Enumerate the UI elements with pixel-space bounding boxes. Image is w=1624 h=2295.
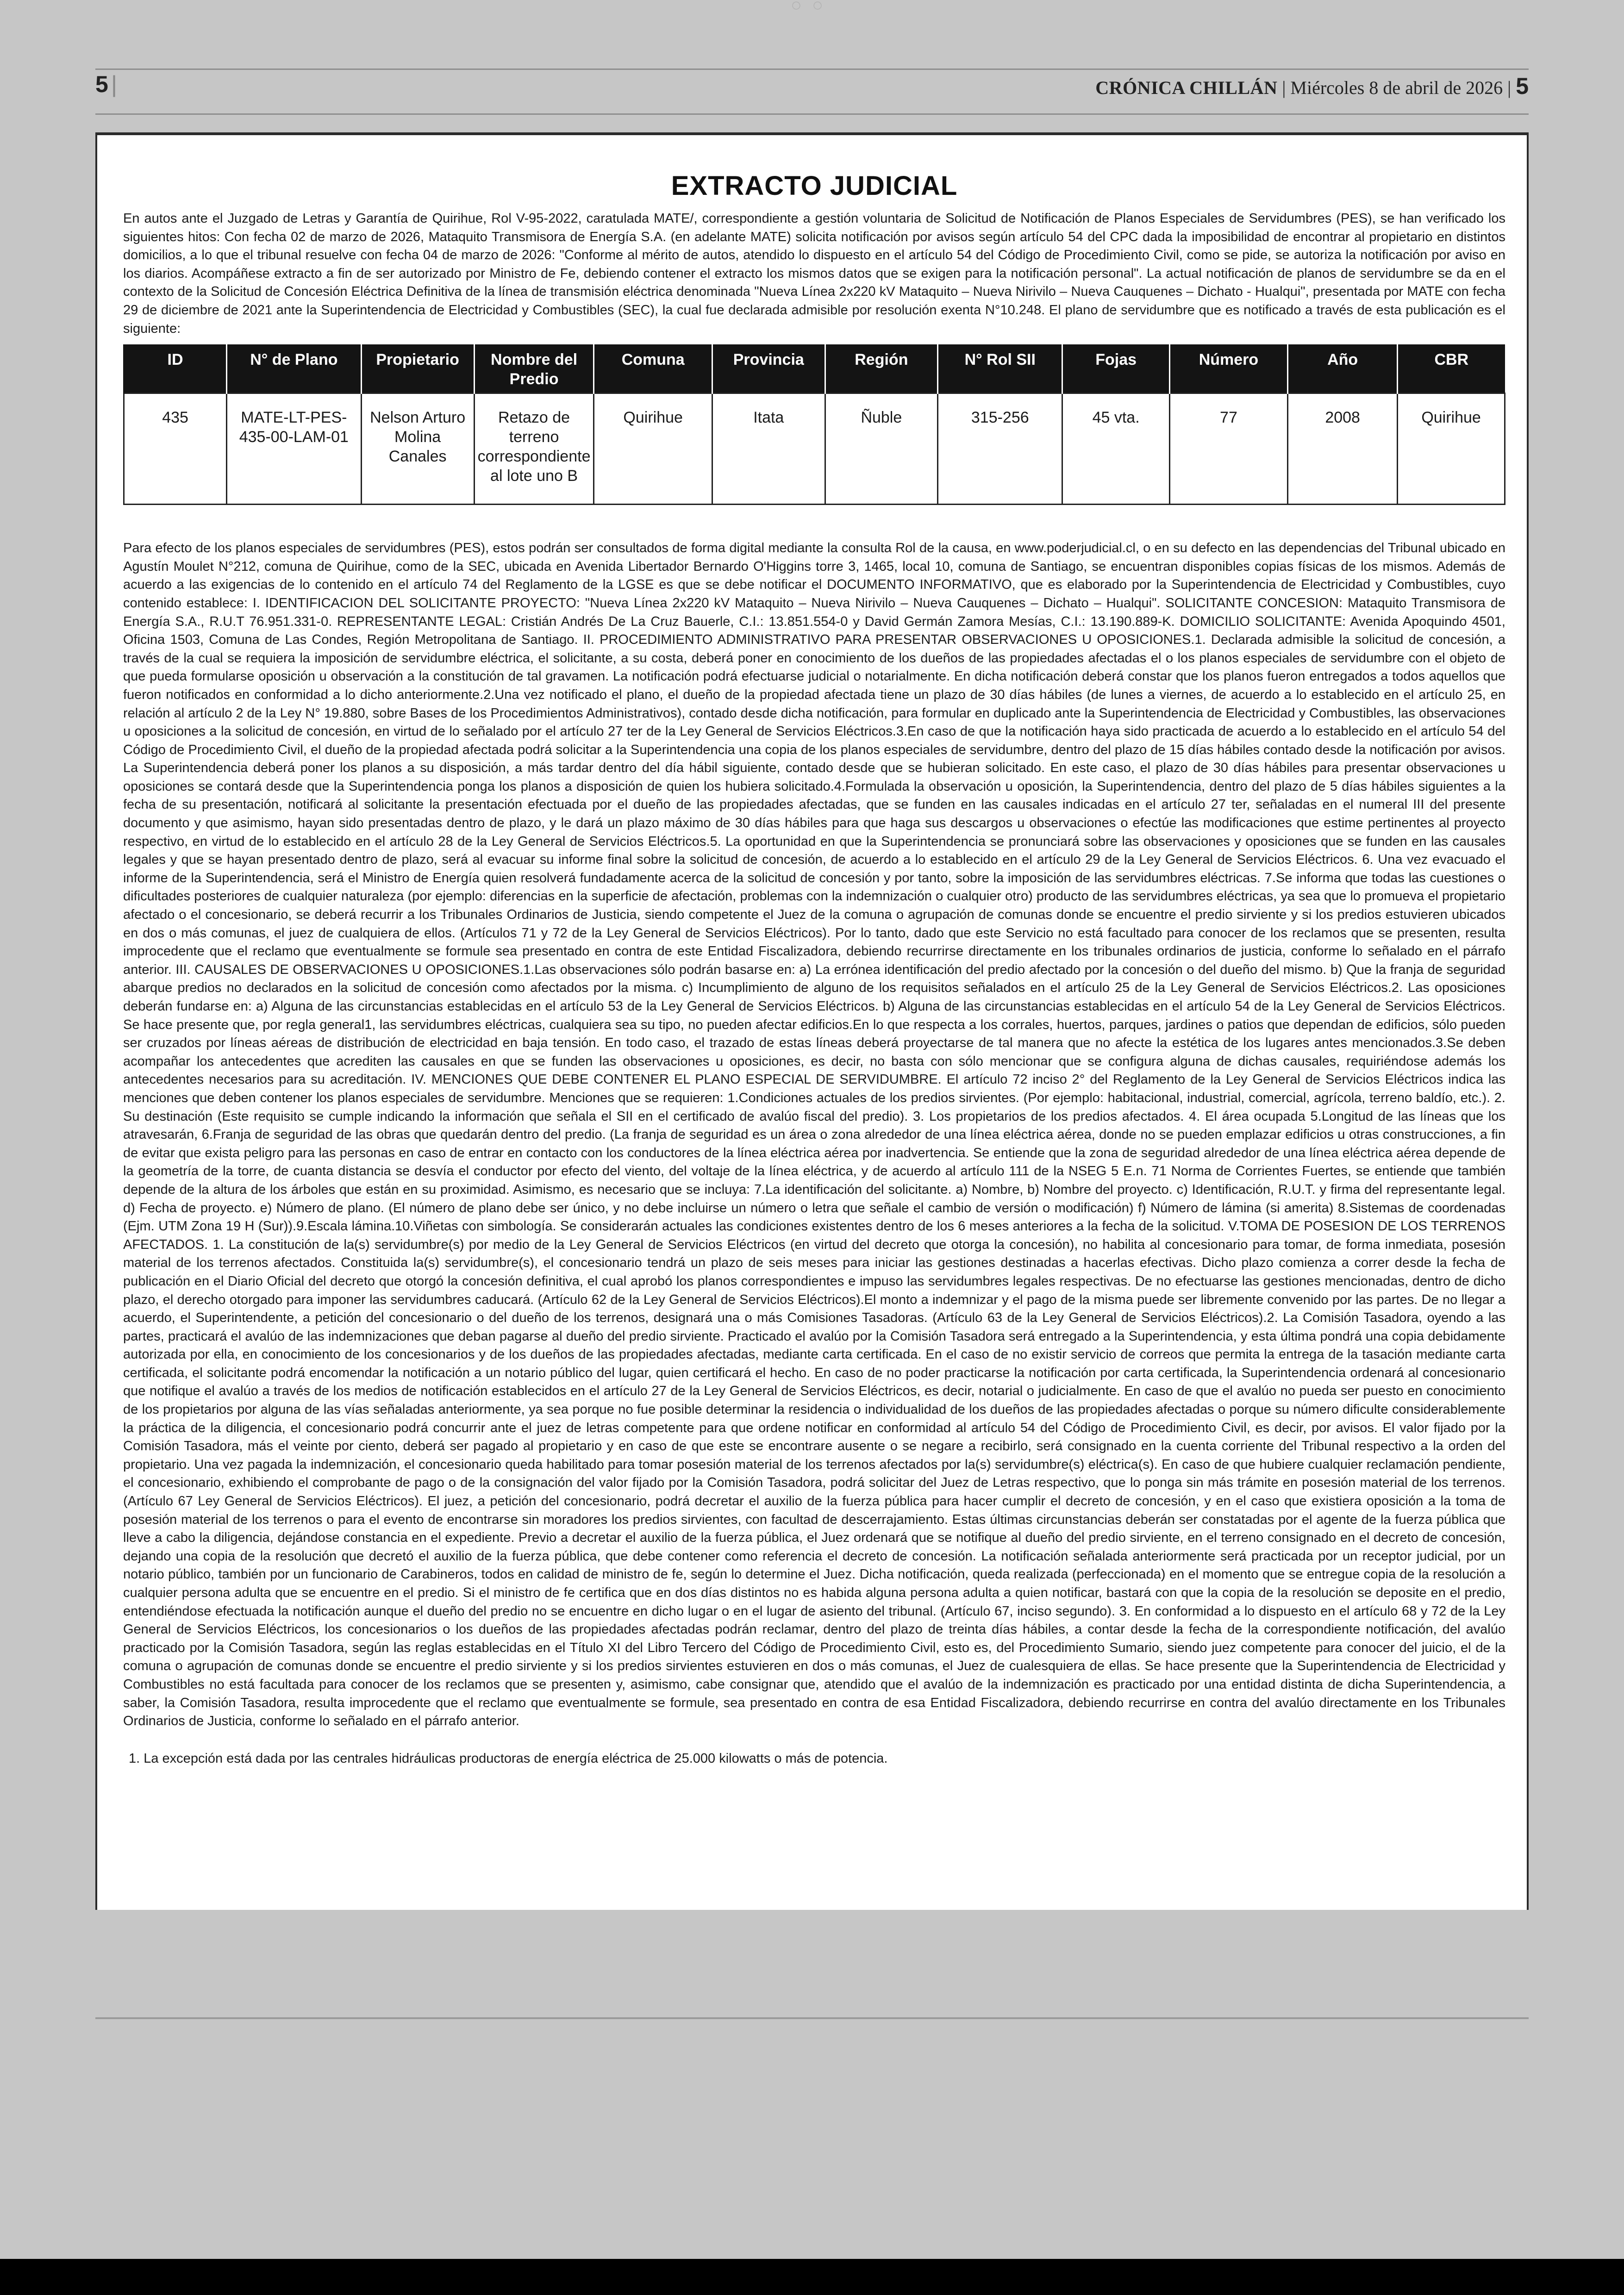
column-header: ID (124, 344, 227, 393)
header-masthead (1095, 73, 1529, 100)
header-separator: | (1503, 77, 1516, 98)
legal-notice-content (123, 135, 1505, 1766)
table-cell: Quirihue (1398, 393, 1505, 505)
page-number-left: 5 (95, 71, 108, 97)
table-cell: 77 (1169, 393, 1287, 505)
servitude-plan-table (123, 344, 1505, 505)
column-header: N° Rol SII (938, 344, 1062, 393)
viewer-bottom-bar (0, 2259, 1624, 2295)
table-cell: Ñuble (825, 393, 937, 505)
column-header: Propietario (361, 344, 474, 393)
table-cell: Nelson Arturo Molina Canales (361, 393, 474, 505)
column-header: Provincia (712, 344, 825, 393)
page-number-right: 5 (1516, 73, 1529, 99)
viewer-page-dots: ○○ (790, 0, 834, 15)
table-cell: Itata (712, 393, 825, 505)
table-cell: 2008 (1288, 393, 1398, 505)
footnote: 1. La excepción está dada por las centrales hidráulicas productoras de energía eléctrica de 25.000 kilowatts o más de potencia. (129, 1751, 888, 1766)
column-header: Región (825, 344, 937, 393)
table-cell: 435 (124, 393, 227, 505)
table-row (124, 393, 1505, 505)
table-header-row (124, 344, 1505, 393)
column-header: Nombre del Predio (474, 344, 594, 393)
column-header: CBR (1398, 344, 1505, 393)
body-paragraph: Para efecto de los planos especiales de servidumbres (PES), estos podrán ser consultados de forma digital mediante la consulta Rol de la causa, en www.poderjudicial.cl, o en su defecto en las dependencias del Tribunal ubicado en Agustín Moulet N°212, comuna de Quirihue, como de la SEC, ubicada en Avenida Libertador Bernardo O'Higgins torre 3, 1465, local 10, comuna de Santiago, se encuentran disponibles copias físicas de los mismos. Además de acuerdo a las exigencias de lo contenido en el artículo 74 del Reglamento de la LGSE es que se debe notificar el DOCUMENTO INFORMATIVO, que es elaborado por la Superintendencia de Electricidad y Combustibles, cuyo contenido establece: I. IDENTIFICACION DEL SOLICITANTE PROYECTO: "Nueva Línea 2x220 kV Mataquito – Nueva Nirivilo – Nueva Cauquenes – Dichato – Hualqui". SOLICITANTE CONCESION: Mataquito Transmisora de Energía S.A., R.U.T 76.951.331-0. REPRESENTANTE LEGAL: Cristián Andrés De La Cruz Bauerle, C.I.: 13.851.554-0 y David Germán Zamora Mesías, C.I.: 13.190.889-K. DOMICILIO SOLICITANTE: Avenida Apoquindo 4501, Oficina 1503, Comuna de Las Condes, Región Metropolitana de Santiago. II. PROCEDIMIENTO ADMINISTRATIVO PARA PRESENTAR OBSERVACIONES U OPOSICIONES.1. Declarada admisible la solicitud de concesión, a través de la cual se requiera la imposición de servidumbre eléctrica, el solicitante, a su costa, deberá poner en conocimiento de los dueños de las propiedades afectadas el o los planos especiales de servidumbre con el objeto de que pueda formularse oposición u observación a la constitución de tal gravamen. La notificación podrá efectuarse judicial o notarialmente. En dicha notificación deberá constar que los planos fueron entregados a todos aquellos que fueron notificados en conformidad a lo dicho anteriormente.2.Una vez notificado el plano, el dueño de la propiedad afectada tiene un plazo de 30 días hábiles (de lunes a viernes, de acuerdo a lo establecido en el artículo 25, en relación al artículo 2 de la Ley N° 19.880, sobre Bases de los Procedimientos Administrativos), contado desde dicha notificación, para formular en duplicado ante la Superintendencia de Electricidad y Combustibles, las observaciones u oposiciones a la solicitud de concesión, en virtud de lo señalado por el artículo 27 ter de la Ley General de Servicios Eléctricos.3.En caso de que la notificación haya sido practicada de acuerdo a lo establecido en el artículo 54 del Código de Procedimiento Civil, el dueño de la propiedad afectada podrá solicitar a la Superintendencia una copia de los planos especiales de servidumbre, dentro del plazo de 15 días hábiles contado desde la notificación por avisos. La Superintendencia deberá poner los planos a su disposición, a más tardar dentro del día hábil siguiente, contado desde que se hubieran solicitado. En este caso, el plazo de 30 días hábiles para presentar observaciones u oposiciones se contará desde que la Superintendencia ponga los planos a disposición de quien los hubiera solicitado.4.Formulada la observación u oposición, la Superintendencia, dentro del plazo de 5 días hábiles siguientes a la fecha de su presentación, notificará al solicitante la presentación efectuada por el dueño de las propiedades afectadas, que se funden en las causales indicadas en el artículo 27 ter, señaladas en el numeral III del presente documento y que asimismo, hayan sido presentadas dentro de plazo, y le dará un plazo máximo de 30 días hábiles para que haga sus descargos u observaciones o efectúe las modificaciones que estime pertinentes al proyecto respectivo, en virtud de lo establecido en el artículo 28 de la Ley General de Servicios Eléctricos.5. La oportunidad en que la Superintendencia se pronunciará sobre las observaciones y oposiciones que se funden en las causales legales y que se hayan presentado dentro de plazo, será al evacuar su informe final sobre la solicitud de concesión, de acuerdo a lo establecido en el artículo 29 de la Ley General de Servicios Eléctricos. 6. Una vez evacuado el informe de la Superintendencia, será el Ministro de Energía quien resolverá fundadamente acerca de la solicitud de concesión y por tanto, sobre la imposición de las servidumbres eléctricas. 7.Se informa que todas las cuestiones o dificultades posteriores de cualquier naturaleza (por ejemplo: diferencias en la superficie de afectación, problemas con la indemnización o cualquier otro) producto de las servidumbres eléctricas, ya sea que lo promueva el propietario afectado o el concesionario, se deberá recurrir a los Tribunales Ordinarios de Justicia, siendo competente el Juez de la comuna o agrupación de comunas donde se encuentre el predio sirviente y si los predios estuvieren ubicados en dos o más comunas, el juez de cualquiera de ellos. (Artículos 71 y 72 de la Ley General de Servicios Eléctricos). Por lo tanto, dado que este Servicio no está facultado para conocer de los reclamos que se presenten, resulta improcedente que el reclamo que eventualmente se formule sea presentado en contra de este Entidad Fiscalizadora, debiendo recurrirse directamente en los tribunales ordinarios de justicia, conforme lo señalado en el párrafo anterior. III. CAUSALES DE OBSERVACIONES U OPOSICIONES.1.Las observaciones sólo podrán basarse en: a) La errónea identificación del predio afectado por la concesión o del dueño del mismo. b) Que la franja de seguridad abarque predios no declarados en la solicitud de concesión como afectados por la misma. c) Incumplimiento de alguno de los requisitos señalados en el artículo 25 de la Ley General de Servicios Eléctricos.2. Las oposiciones deberán fundarse en: a) Alguna de las circunstancias establecidas en el artículo 53 de la Ley General de Servicios Eléctricos. b) Alguna de las circunstancias establecidas en el artículo 54 de la Ley General de Servicios Eléctricos. Se hace presente que, por regla general1, las servidumbres eléctricas, cualquiera sea su tipo, no pueden afectar edificios.En lo que respecta a los corrales, huertos, parques, jardines o patios que dependan de edificios, sólo pueden ser cruzados por líneas aéreas de distribución de electricidad en baja tensión. En todo caso, el trazado de estas líneas deberá proyectarse de tal manera que no afecte la estética de los lugares antes mencionados.3.Se deben acompañar los antecedentes que acrediten las causales en que se funden las observaciones u oposiciones, es decir, no basta con sólo mencionar que se configura alguna de dichas causales, requiriéndose además los antecedentes necesarios para su acreditación. IV. MENCIONES QUE DEBE CONTENER EL PLANO ESPECIAL DE SERVIDUMBRE. El artículo 72 inciso 2° del Reglamento de la Ley General de Servicios Eléctricos indica las menciones que deben contener los planos especiales de servidumbre. Menciones que se requieren: 1.Condiciones actuales de los predios sirvientes. (Por ejemplo: habitacional, industrial, comercial, agrícola, terreno baldío, etc.). 2. Su destinación (Este requisito se cumple indicando la información que señala el SII en el certificado de avalúo fiscal del predio). 3. Los propietarios de los predios afectados. 4. El área ocupada 5.Longitud de las líneas que los atravesarán, 6.Franja de seguridad de las obras que quedarán dentro del predio. (La franja de seguridad es un área o zona alrededor de una línea eléctrica aérea, donde no se pueden emplazar edificios u otras construcciones, a fin de evitar que exista peligro para las personas en caso de entrar en contacto con los conductores de la línea eléctrica aérea por inadvertencia. Se entiende que la zona de seguridad alrededor de una línea eléctrica aérea depende de la geometría de la torre, de cuanta distancia se desvía el conductor por efecto del viento, del voltaje de la línea eléctrica, y de acuerdo al artículo 111 de la NSEG 5 E.n. 71 Norma de Corrientes Fuertes, se entiende que también depende de la altura de los árboles que están en su proximidad. Asimismo, es necesario que se incluya: 7.La identificación del solicitante. a) Nombre, b) Nombre del proyecto. c) Identificación, R.U.T. y firma del representante legal. d) Fecha de proyecto. e) Número de plano. (El número de plano debe ser único, y no debe incluirse un número o letra que señale el cambio de versión o modificación) f) Número de lámina (si amerita) 8.Sistemas de coordenadas (Ejm. UTM Zona 19 H (Sur)).9.Escala lámina.10.Viñetas con simbología. Se considerarán actuales las condiciones existentes dentro de los 6 meses anteriores a la fecha de la solicitud. V.TOMA DE POSESION DE LOS TERRENOS AFECTADOS. 1. La constitución de la(s) servidumbre(s) por medio de la Ley General de Servicios Eléctricos (en virtud del decreto que otorga la concesión), no habilita al concesionario para tomar, de forma inmediata, posesión material de los terrenos afectados. Constituida la(s) servidumbre(s), el concesionario tendrá un plazo de seis meses para iniciar las gestiones destinadas a hacerlas efectivas. Dicho plazo comienza a correr desde la fecha de publicación en el Diario Oficial del decreto que otorgó la concesión definitiva, el cual aprobó los planos correspondientes e impuso las servidumbres legales respectivas. De no efectuarse las gestiones mencionadas, dentro de dicho plazo, el derecho otorgado para imponer las servidumbres caducará. (Artículo 62 de la Ley General de Servicios Eléctricos).El monto a indemnizar y el pago de la misma puede ser libremente convenido por las partes. De no llegar a acuerdo, el Superintendente, a petición del concesionario o del dueño de los terrenos, designará una o más Comisiones Tasadoras. (Artículo 63 de la Ley General de Servicios Eléctricos).2. La Comisión Tasadora, oyendo a las partes, practicará el avalúo de las indemnizaciones que deban pagarse al dueño del predio sirviente. Practicado el avalúo por la Comisión Tasadora será entregado a la Superintendencia, y esta última pondrá una copia debidamente autorizada por ella, en conocimiento de los concesionarios y de los dueños de las propiedades afectadas, mediante carta certificada. En el caso de no existir servicio de correos que permita la entrega de la tasación mediante carta certificada, el solicitante podrá encomendar la notificación a un notario público del lugar, quien certificará el hecho. En caso de no poder practicarse la notificación por carta certificada, la Superintendencia ordenará al concesionario que notifique el avalúo a través de los medios de notificación establecidos en el artículo 27 de la Ley General de Servicios Eléctricos, es decir, notarial o judicialmente. En caso de que el avalúo no pueda ser puesto en conocimiento de los propietarios por alguna de las vías señaladas anteriormente, ya sea porque no fue posible determinar la residencia o individualidad de los dueños de las propiedades afectadas o porque su número dificulte considerablemente la práctica de la diligencia, el concesionario podrá concurrir ante el juez de letras competente para que ordene notificar en conformidad al artículo 54 del Código de Procedimiento Civil, es decir, por avisos. El valor fijado por la Comisión Tasadora, más el veinte por ciento, deberá ser pagado al propietario y en caso de que este se encontrare ausente o se negare a recibirlo, será consignado en la cuenta corriente del Tribunal respectivo a la orden del propietario. Una vez pagada la indemnización, el concesionario queda habilitado para tomar posesión material de los terrenos afectados por la(s) servidumbre(s) eléctrica(s). En caso de que hubiere cualquier reclamación pendiente, el concesionario, exhibiendo el comprobante de pago o de la consignación del valor fijado por la Comisión Tasadora, podrá solicitar del Juez de Letras respectivo, que lo ponga sin más trámite en posesión material de los terrenos. (Artículo 67 Ley General de Servicios Eléctricos). El juez, a petición del concesionario, podrá decretar el auxilio de la fuerza pública para hacer cumplir el decreto de concesión, y en el caso que existiera oposición a la toma de posesión material de los terrenos o para el evento de encontrarse sin moradores los predios sirvientes, con facultad de descerrajamiento. Estas últimas circunstancias deberán ser constatadas por el agente de la fuerza pública que lleve a cabo la diligencia, dejándose constancia en el expediente. Previo a decretar el auxilio de la fuerza pública, el Juez ordenará que se notifique al dueño del predio sirviente, en el terreno consignado en el decreto de concesión, dejando una copia de la resolución que decretó el auxilio de la fuerza pública, que debe contener como referencia el decreto de concesión. La notificación señalada anteriormente será practicada por un receptor judicial, por un notario público, también por un funcionario de Carabineros, todos en calidad de ministro de fe, según lo determine el Juez. Dicha notificación, queda realizada (perfeccionada) en el momento que se entregue copia de la resolución a cualquier persona adulta que se encuentre en el predio. Si el ministro de fe certifica que en dos días distintos no es habida alguna persona adulta a quien notificar, bastará con que la copia de la resolución se deposite en el predio, entendiéndose efectuada la notificación aunque el dueño del predio no se encuentre en dicho lugar o en el lugar de asiento del tribunal. (Artículo 67, inciso segundo). 3. En conformidad a lo dispuesto en el artículo 68 y 72 de la Ley General de Servicios Eléctricos, los concesionarios o los dueños de las propiedades afectadas podrán reclamar, dentro del plazo de treinta días hábiles, a contar desde la fecha de la correspondiente notificación, del avalúo practicado por la Comisión Tasadora, según las reglas establecidas en el Título XI del Libro Tercero del Código de Procedimiento Civil, esto es, del Procedimiento Sumario, siendo juez competente para conocer del juicio, el de la comuna o agrupación de comunas donde se encuentre el predio sirviente y si los predios sirvientes estuvieren en dos o más comunas, el Juez de cualesquiera de ellas. Se hace presente que la Superintendencia de Electricidad y Combustibles no está facultada para conocer de los reclamos que se presenten y, asimismo, cabe consignar que, atendido que el avalúo de la indemnización es practicado por una entidad distinta de dicha Superintendencia, a saber, la Comisión Tasadora, resulta improcedente que el reclamo que eventualmente se formule, sea presentado en contra de esa Entidad Fiscalizadora, debiendo recurrirse en contra del avalúo directamente en los Tribunales Ordinarios de Justicia, conforme lo señalado en el párrafo anterior. (123, 541, 1505, 1729)
column-header: Fojas (1062, 344, 1169, 393)
column-header: N° de Plano (227, 344, 361, 393)
table-cell: 315-256 (938, 393, 1062, 505)
table-cell: Retazo de terreno correspondiente al lote uno B (474, 393, 594, 505)
table-cell: Quirihue (594, 393, 712, 505)
publication-date: Miércoles 8 de abril de 2026 (1290, 77, 1503, 98)
newspaper-header (95, 69, 1529, 115)
column-header: Comuna (594, 344, 712, 393)
header-separator: | (1277, 77, 1291, 98)
newspaper-name: CRÓNICA CHILLÁN (1095, 77, 1278, 98)
table-cell: 45 vta. (1062, 393, 1169, 505)
intro-paragraph: En autos ante el Juzgado de Letras y Garantía de Quirihue, Rol V-95-2022, caratulada MATE/, correspondiente a gestión voluntaria de Solicitud de Notificación de Planos Especiales de Servidumbres (PES), se han verificado los siguientes hitos: Con fecha 02 de marzo de 2026, Mataquito Transmisora de Energía S.A. (en adelante MATE) solicita notificación por avisos según artículo 54 del CPC dada la imposibilidad de encontrar al propietario en distintos domicilios, a lo que el tribunal resuelve con fecha 04 de marzo de 2026: "Conforme al mérito de autos, atendido lo dispuesto en el artículo 54 del Código de Procedimiento Civil, como se pide, se autoriza la notificación por aviso en los diarios. Acompáñese extracto a fin de ser autorizado por Ministro de Fe, debiendo contener el extracto los mismos datos que se exigen para la notificación personal". La actual notificación de planos de servidumbre se da en el contexto de la Solicitud de Concesión Eléctrica Definitiva de la línea de transmisión eléctrica denominada "Nueva Línea 2x220 kV Mataquito – Nueva Nirivilo – Nueva Cauquenes – Dichato - Hualqui", presentada por MATE con fecha 29 de diciembre de 2021 ante la Superintendencia de Electricidad y Combustibles (SEC), la cual fue declarada admisible por resolución exenta N°10.248. El plano de servidumbre que es notificado a través de esta publicación es el siguiente: (123, 211, 1505, 336)
header-divider: | (111, 71, 117, 97)
column-header: Año (1288, 344, 1398, 393)
column-header: Número (1169, 344, 1287, 393)
table-cell: MATE-LT-PES-435-00-LAM-01 (227, 393, 361, 505)
page-bottom-rule (95, 2017, 1529, 2019)
notice-title: EXTRACTO JUDICIAL (671, 171, 958, 201)
legal-notice-panel (95, 132, 1529, 1910)
